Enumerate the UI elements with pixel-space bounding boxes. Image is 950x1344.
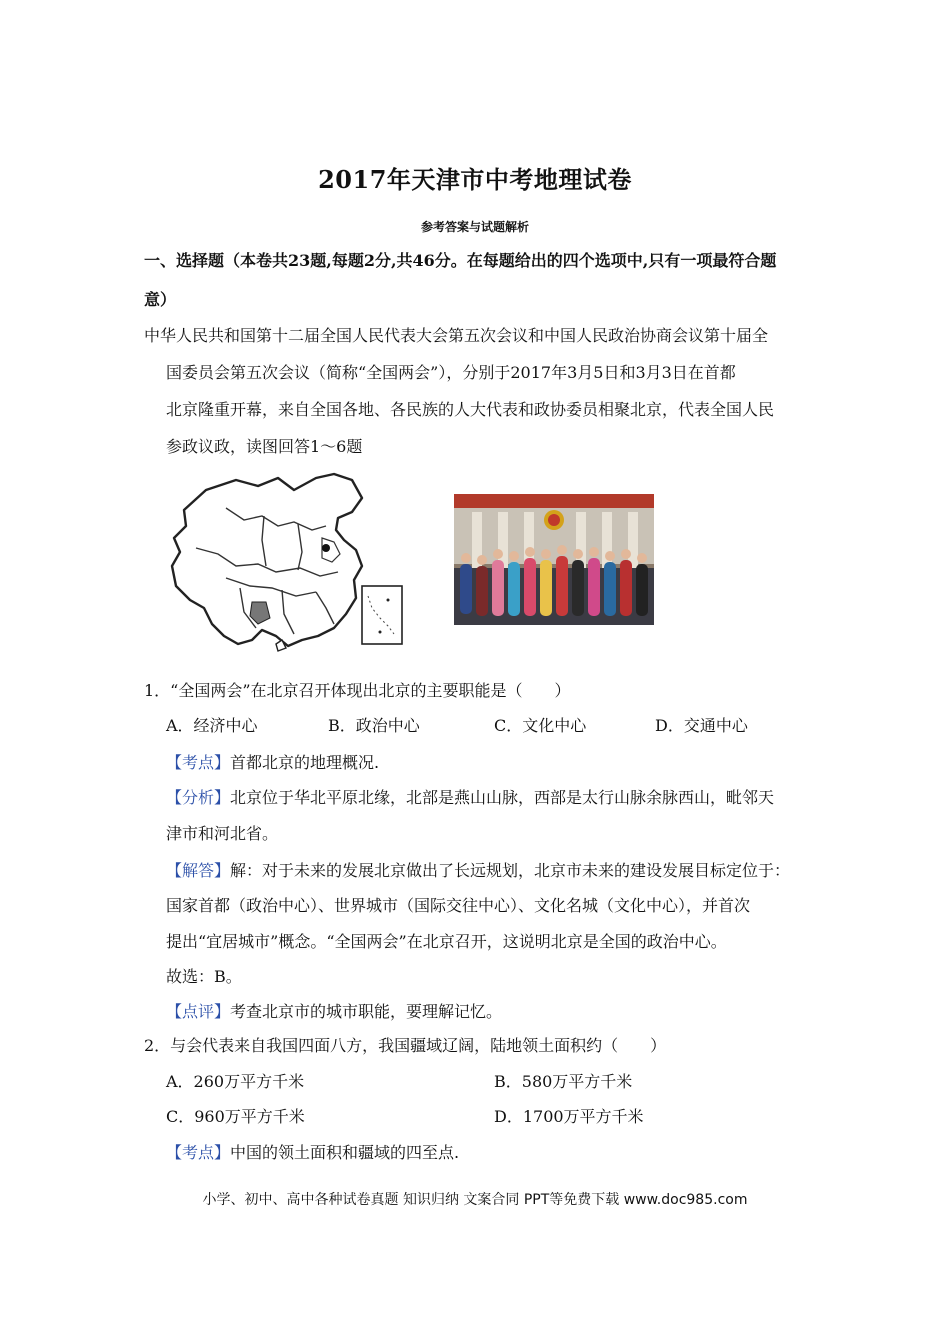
question-1-fenxi	[166, 785, 774, 808]
jieda-text-line3: 提出“宜居城市”概念。“全国两会”在北京召开，这说明北京是全国的政治中心。	[166, 932, 727, 951]
kaodian-tag: 【考点】	[166, 753, 231, 772]
kaodian-text-2: 中国的领土面积和疆域的四至点.	[230, 1143, 460, 1162]
question-2-option-c: C．960万平方千米	[166, 1107, 305, 1126]
question-1-option-d: D．交通中心	[655, 716, 748, 735]
question-2-option-d: D．1700万平方千米	[494, 1107, 644, 1126]
question-1-option-a: A．经济中心	[166, 716, 258, 735]
china-map-image	[166, 468, 416, 652]
section-heading-line1: 一、选择题（本卷共23题,每题2分,共46分。在每题给出的四个选项中,只有一项最符合题	[144, 251, 777, 270]
dianping-tag: 【点评】	[166, 1002, 231, 1021]
question-1-option-b: B．政治中心	[328, 716, 420, 735]
dianping-text: 考查北京市的城市职能，要理解记忆。	[230, 1002, 503, 1021]
china-map-figure	[166, 468, 416, 656]
section-heading-line2: 意）	[144, 290, 177, 309]
intro-line-4: 参政议政，读图回答1～6题	[166, 437, 363, 456]
question-1-stem: 1．“全国两会”在北京召开体现出北京的主要职能是（ ）	[144, 681, 571, 700]
fenxi-text-line2: 津市和河北省。	[166, 824, 279, 843]
question-2-stem: 2．与会代表来自我国四面八方，我国疆域辽阔，陆地领土面积约（ ）	[144, 1036, 667, 1055]
kaodian-tag-2: 【考点】	[166, 1143, 231, 1162]
intro-line-2: 国委员会第五次会议（简称“全国两会”），分别于2017年3月5日和3月3日在首都	[166, 363, 736, 382]
fenxi-text-line1: 北京位于华北平原北缘，北部是燕山山脉，西部是太行山脉余脉西山，毗邻天	[230, 788, 775, 807]
page-footer[interactable]: 小学、初中、高中各种试卷真题 知识归纳 文案合同 PPT等免费下载 www.doc985.com	[202, 1192, 748, 1208]
jieda-text-line4: 故选：B。	[166, 967, 242, 986]
document-subtitle: 参考答案与试题解析	[420, 220, 529, 234]
question-2-kaodian	[166, 1140, 459, 1163]
jieda-text-line1: 解：对于未来的发展北京做出了长远规划，北京市未来的建设发展目标定位于：	[230, 861, 791, 880]
kaodian-text: 首都北京的地理概况.	[230, 753, 380, 772]
question-2-option-a: A．260万平方千米	[166, 1072, 305, 1091]
jieda-text-line2: 国家首都（政治中心）、世界城市（国际交往中心）、文化名城（文化中心），并首次	[166, 896, 751, 915]
intro-line-3: 北京隆重开幕，来自全国各地、各民族的人大代表和政协委员相聚北京，代表全国人民	[166, 400, 775, 419]
intro-line-1: 中华人民共和国第十二届全国人民代表大会第五次会议和中国人民政治协商会议第十届全	[144, 326, 769, 345]
document-title: 2017年天津市中考地理试卷	[318, 165, 632, 194]
question-1-kaodian	[166, 750, 379, 773]
question-1-jieda	[166, 858, 790, 881]
question-1-dianping	[166, 999, 502, 1022]
jieda-tag: 【解答】	[166, 861, 231, 880]
question-2-option-b: B．580万平方千米	[494, 1072, 633, 1091]
fenxi-tag: 【分析】	[166, 788, 231, 807]
delegates-photo	[454, 494, 654, 625]
question-1-option-c: C．文化中心	[494, 716, 587, 735]
